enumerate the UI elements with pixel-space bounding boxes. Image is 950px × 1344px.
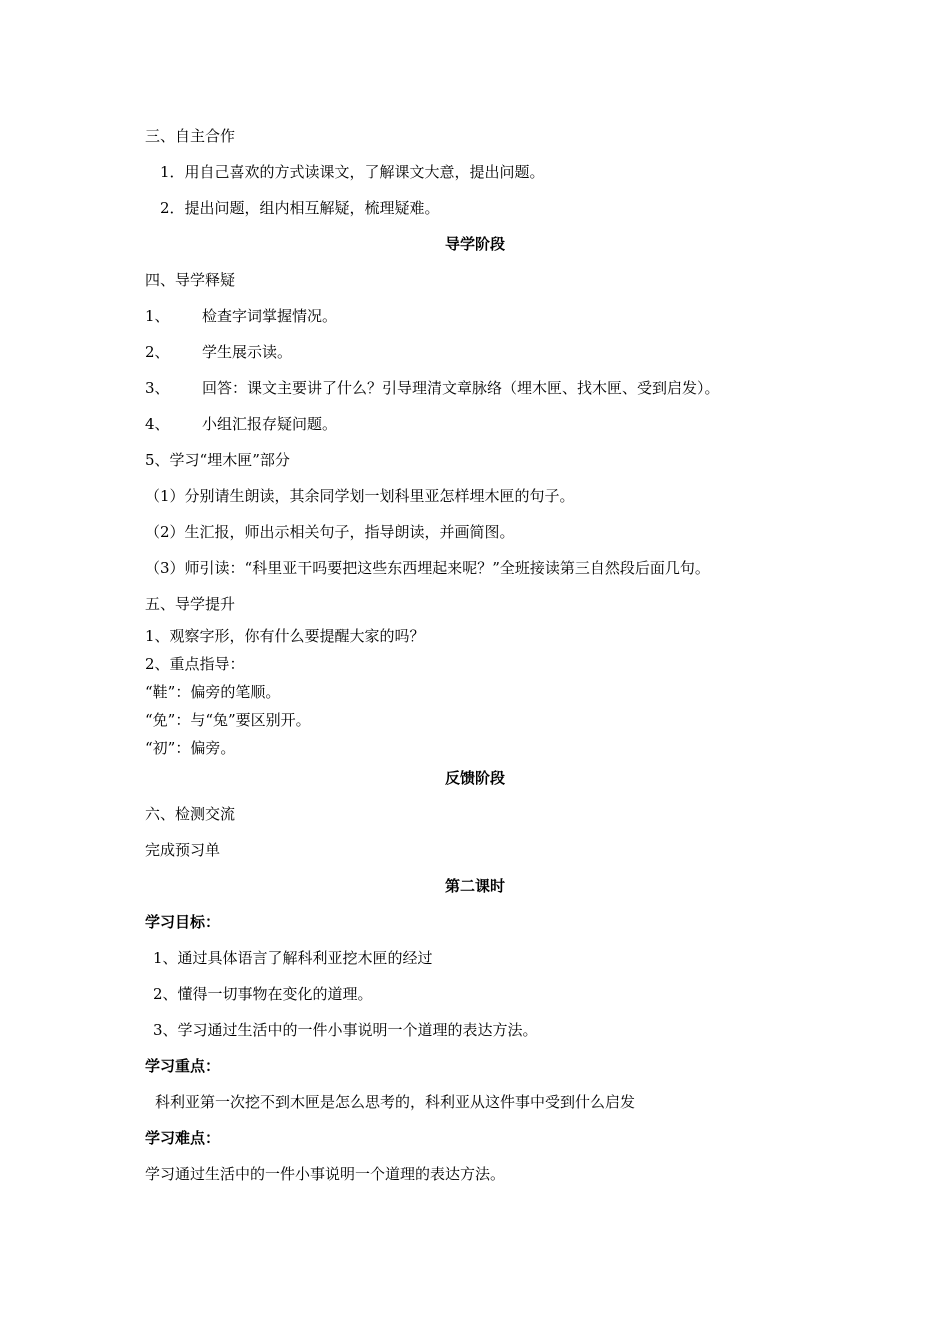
section-heading: 学习难点： — [145, 1129, 221, 1147]
list-number: 4、 — [145, 415, 170, 433]
list-item: （1）分别请生朗读，其余同学划一划科里亚怎样埋木匣的句子。 — [145, 487, 575, 505]
stage-title: 反馈阶段 — [444, 769, 505, 787]
list-item: （2）生汇报，师出示相关句子，指导朗读，并画简图。 — [145, 523, 515, 541]
list-item: “鞋”：偏旁的笔顺。 — [145, 683, 281, 701]
list-item: 2．提出问题，组内相互解疑，梳理疑难。 — [160, 199, 440, 217]
list-item: “初”：偏旁。 — [145, 739, 236, 757]
list-item — [145, 342, 292, 362]
list-item: 2、重点指导： — [145, 655, 245, 673]
paragraph: 科利亚第一次挖不到木匣是怎么思考的，科利亚从这件事中受到什么启发 — [155, 1093, 636, 1111]
list-text: 回答：课文主要讲了什么？引导理清文章脉络（埋木匣、找木匣、受到启发）。 — [202, 379, 720, 397]
list-item: 3、学习通过生活中的一件小事说明一个道理的表达方法。 — [153, 1021, 538, 1039]
list-text: 小组汇报存疑问题。 — [202, 415, 338, 433]
stage-title: 导学阶段 — [444, 235, 505, 253]
list-item: 1、观察字形，你有什么要提醒大家的吗？ — [145, 627, 425, 645]
paragraph: 学习通过生活中的一件小事说明一个道理的表达方法。 — [145, 1165, 506, 1183]
list-item: （3）师引读：“科里亚干吗要把这些东西埋起来呢？”全班接读第三自然段后面几句。 — [145, 559, 710, 577]
list-item — [145, 378, 720, 398]
section-heading: 学习目标： — [145, 913, 221, 931]
list-item: 1．用自己喜欢的方式读课文，了解课文大意，提出问题。 — [160, 163, 545, 181]
section-heading: 五、导学提升 — [145, 595, 236, 613]
list-number: 2、 — [145, 343, 170, 361]
section-heading: 六、检测交流 — [145, 805, 236, 823]
list-text: 检查字词掌握情况。 — [202, 307, 338, 325]
list-text: 学生展示读。 — [202, 343, 293, 361]
list-item: “免”：与“兔”要区别开。 — [145, 711, 311, 729]
list-item: 5、学习“埋木匣”部分 — [145, 451, 290, 469]
list-item: 1、通过具体语言了解科利亚挖木匣的经过 — [153, 949, 433, 967]
section-heading: 四、导学释疑 — [145, 271, 236, 289]
section-heading: 三、自主合作 — [145, 127, 236, 145]
list-item — [145, 306, 337, 326]
list-number: 1、 — [145, 307, 170, 325]
list-number: 3、 — [145, 379, 170, 397]
list-item: 2、懂得一切事物在变化的道理。 — [153, 985, 373, 1003]
list-item — [145, 414, 337, 434]
lesson-title: 第二课时 — [444, 877, 505, 895]
section-heading: 学习重点： — [145, 1057, 221, 1075]
paragraph: 完成预习单 — [145, 841, 221, 859]
